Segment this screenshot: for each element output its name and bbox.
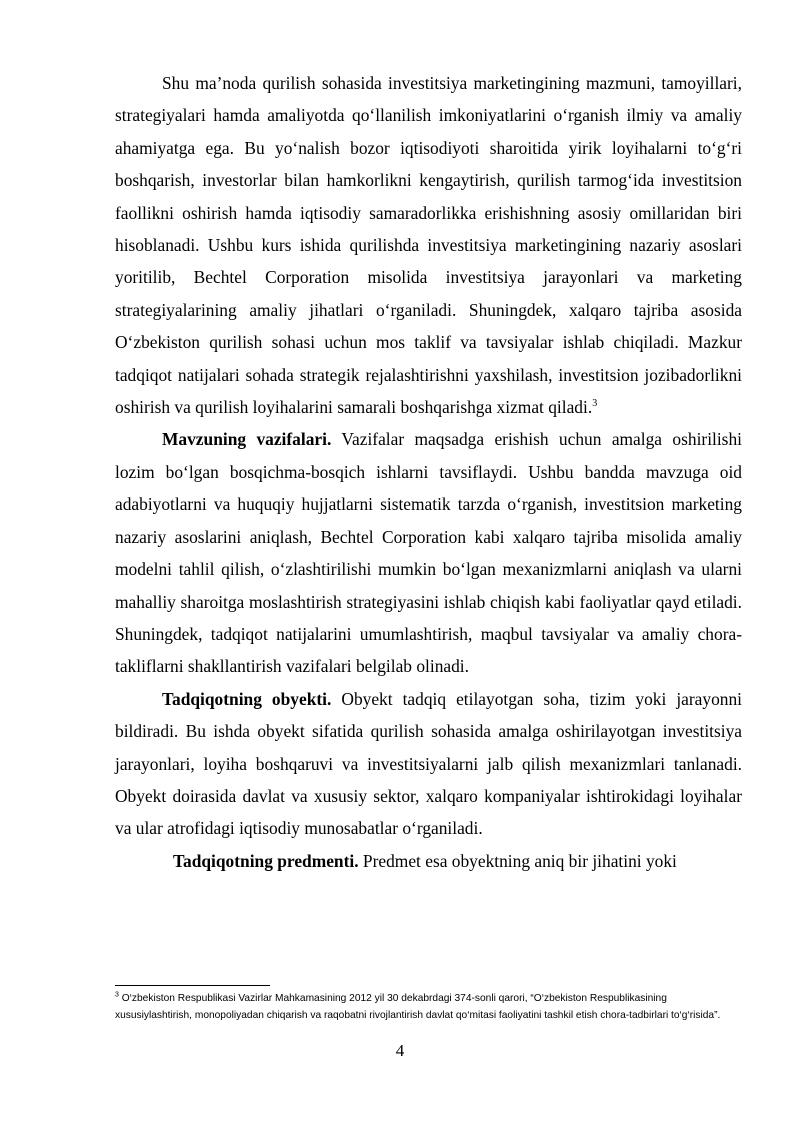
paragraph-text: Shu ma’noda qurilish sohasida investitsiya marketingining mazmuni, tamoyillari, strategiyalari hamda amaliyotda qo‘llanilish imkoniyatlarini o‘rganish ilmiy va amaliy ahamiyatga ega. Bu yo‘nalish bozor iqtisodiyoti sharoitida yirik loyihalarni to‘g‘ri boshqarish, investorlar bilan hamkorlikni kengaytirish, qurilish tarmog‘ida investitsion faollikni oshirish hamda iqtisodiy samaradorlikka erishishning asosiy omillaridan biri hisoblanadi. Ushbu kurs ishida qurilishda investitsiya marketingining nazariy asoslari yoritilib, Bechtel Corporation misolida investitsiya jarayonlari va marketing strategiyalarining amaliy jihatlari o‘rganiladi. Shuningdek, xalqaro tajriba asosida O‘zbekiston qurilish sohasi uchun mos taklif va tavsiyalar ishlab chiqiladi. Mazkur tadqiqot natijalari sohada strategik rejalashtirishni yaxshilash, investitsion jozibadorlikni oshirish va qurilish loyihalarini samarali boshqarishga xizmat qiladi. [115,73,742,418]
paragraph-text: Predmet esa obyektning aniq bir jihatini yoki [358,850,677,871]
paragraph-tasks [115,423,742,682]
footnote-number: 3 [115,991,119,999]
section-heading-tasks: Mavzuning vazifalari. [162,429,332,450]
section-heading-subject: Tadqiqotning predmenti. [173,850,359,871]
paragraph-intro [115,67,742,423]
page-number: 4 [395,1041,405,1060]
paragraph-subject [115,845,742,877]
body-text [115,67,742,877]
section-heading-object: Tadqiqotning obyekti. [162,688,332,709]
footnote [115,991,742,1024]
paragraph-text: Vazifalar maqsadga erishish uchun amalga oshirilishi lozim bo‘lgan bosqichma-bosqich ishlarni tavsiflaydi. Ushbu bandda mavzuga oid adabiyotlarni va huquqiy hujjatlarni sistematik tarzda o‘rganish, investitsion marketing nazariy asoslarini aniqlash, Bechtel Corporation kabi xalqaro tajriba misolida amaliy modelni tahlil qilish, o‘zlashtirilishi mumkin bo‘lgan mexanizmlarni aniqlash va ularni mahalliy sharoitga moslashtirish strategiyasini ishlab chiqish kabi faoliyatlar qayd etiladi. Shuningdek, tadqiqot natijalarini umumlashtirish, maqbul tavsiyalar va amaliy chora-takliflarni shakllantirish vazifalari belgilab olinadi. [115,429,742,677]
footnote-reference[interactable]: 3 [592,398,598,410]
paragraph-text: Obyekt tadqiq etilayotgan soha, tizim yoki jarayonni bildiradi. Bu ishda obyekt sifatida qurilish sohasida amalga oshirilayotgan investitsiya jarayonlari, loyiha boshqaruvi va investitsiyalarni jalb qilish mexanizmlari tanlanadi. Obyekt doirasida davlat va xususiy sektor, xalqaro kompaniyalar ishtirokidagi loyihalar va ular atrofidagi iqtisodiy munosabatlar o‘rganiladi. [115,688,742,839]
footnote-separator [115,985,270,986]
footnote-text: O‘zbekiston Respublikasi Vazirlar Mahkamasining 2012 yil 30 dekabrdagi 374-sonli qarori, “O‘zbekiston Respublikasining xususiylashtirish, monopoliyadan chiqarish va raqobatni rivojlantirish davlat qo‘mitasi faoliyatini tashkil etish chora-tadbirlari to‘g‘risida”. [115,993,721,1021]
paragraph-object [115,683,742,845]
